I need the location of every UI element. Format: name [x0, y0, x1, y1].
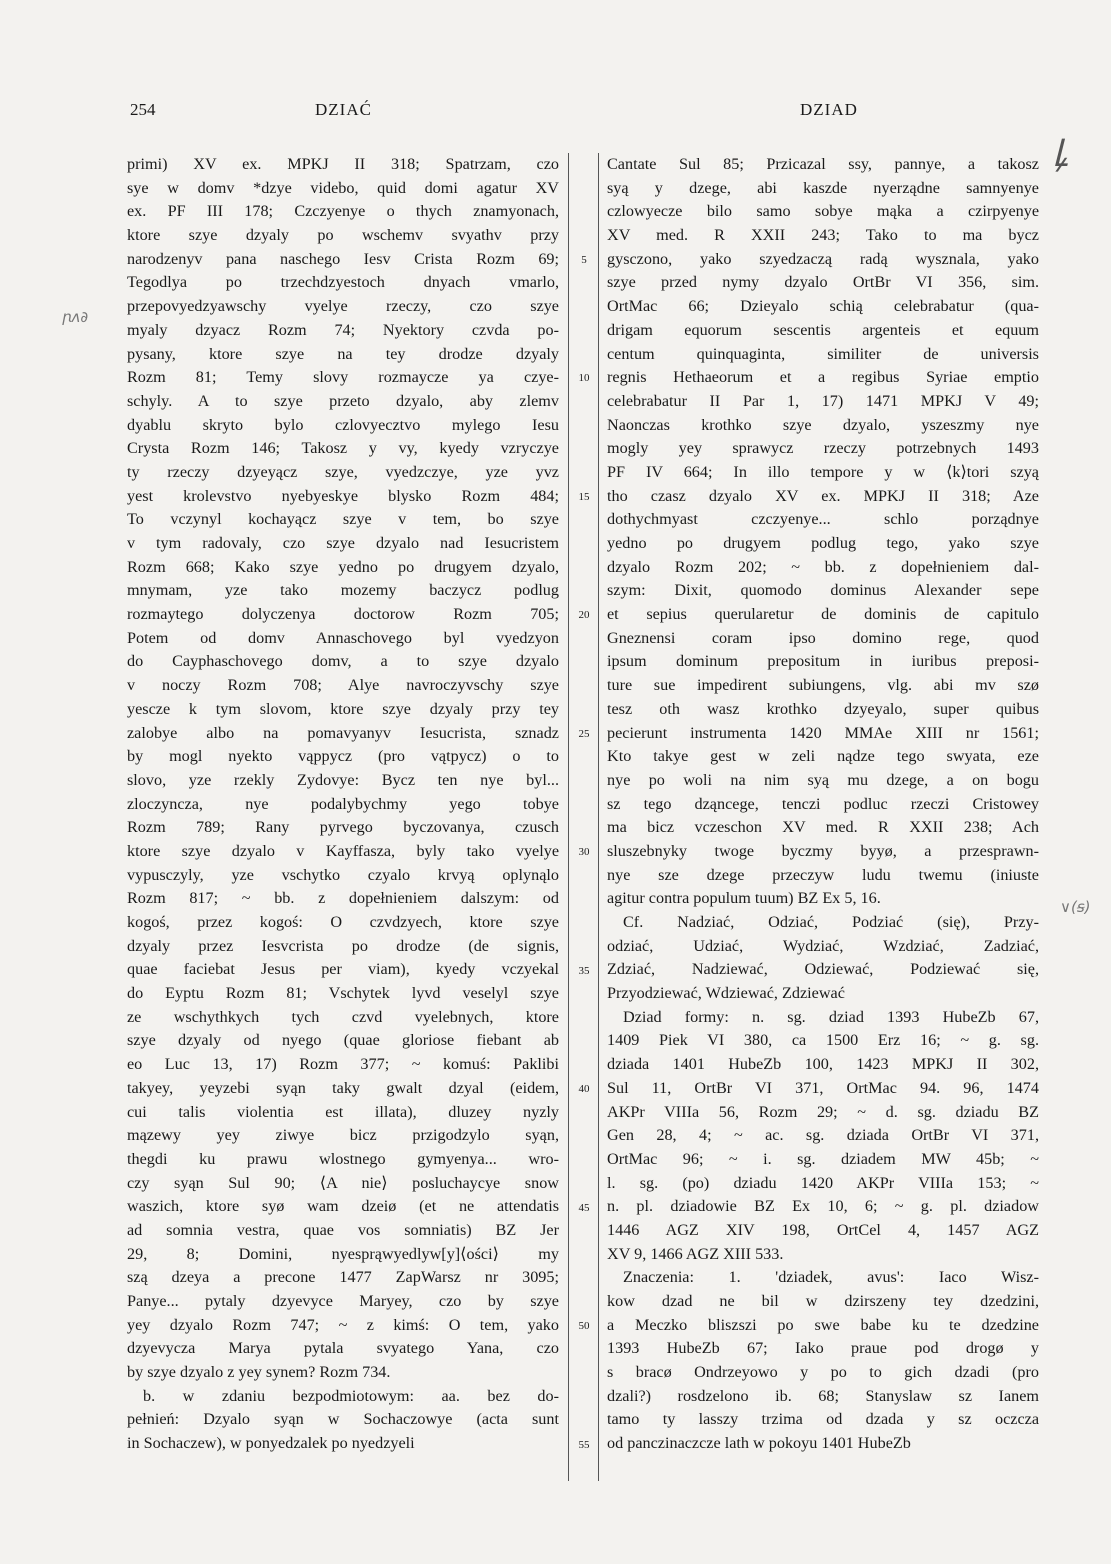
line-number: 20 [578, 609, 590, 622]
text-line: tesz oth wasz krothko dzyeyalo, super quibus [607, 699, 1039, 718]
handwritten-margin-note: ꞃᴧ∂ [62, 308, 89, 326]
text-line: ipsum dominum prepositum in iuribus preposi- [607, 652, 1039, 671]
handwritten-margin-mark: ꝲ [1052, 134, 1068, 175]
text-line: primi) XV ex. MPKJ II 318; Spatrzam, czo [127, 155, 559, 173]
text-line: by mogl nyekto vąppycz (pro vątpycz) o to [127, 747, 559, 766]
text-line: ad somnia vestra, quae vos somniatis) BZ Jer [127, 1220, 559, 1239]
text-line: kogoś, przez kogoś: O czvdzyech, ktore szye [127, 913, 559, 931]
text-line: Tegodlya po trzechdzyestoch dnyach vmarlo, [127, 273, 559, 292]
text-line: Cf. Nadziać, Odziać, Podziać (się), Przy- [623, 913, 1039, 931]
text-line: ma bicz vczeschon XV med. R XXII 238; Ach [607, 818, 1039, 837]
text-line: pełnień: Dzyalo syąn w Sochaczowye (acta sunt [127, 1410, 559, 1429]
text-line: XV 9, 1466 AGZ XIII 533. [607, 1244, 784, 1263]
text-line: s bracø Ondrzeyowo y po to gich dzadi (pro [607, 1363, 1039, 1382]
text-line: do Eyptu Rozm 81; Vschytek lyvd veselyl szye [127, 984, 559, 1003]
text-line: v tym radovaly, czo szye dzyalo nad Iesucristem [127, 534, 559, 552]
page-number: 254 [130, 100, 156, 119]
text-line: cui talis violentia est illata), dluzey nyzly [127, 1102, 559, 1121]
text-line: szym: Dixit, quomodo dominus Alexander sepe [607, 581, 1039, 600]
text-line: Crysta Rozm 146; Takosz y vy, kyedy vzryczye [127, 439, 559, 458]
text-line: dzyevycza Marya pytala svyatego Yana, czo [127, 1339, 559, 1358]
text-line: centum quinquaginta, similiter de universis [607, 344, 1039, 363]
text-line: gysczono, yako szyedzaczą radą wysznala, yako [607, 249, 1039, 268]
text-line: szye dzyaly od nyego (quae gloriose fiebant ab [127, 1031, 559, 1050]
text-line: sye w domv *dzye videbo, quid domi agatur XV [127, 178, 559, 197]
text-line: dziada 1401 HubeZb 100, 1423 MPKJ II 302, [607, 1055, 1039, 1074]
text-line: czlowyecze bilo samo sobye mąka a czirpyenye [607, 202, 1039, 221]
text-line: dzyaly przez Iesvcrista po drodze (de signis, [127, 936, 559, 955]
text-line: by szye dzyalo z yey synem? Rozm 734. [127, 1363, 391, 1382]
line-number: 25 [578, 727, 590, 740]
text-line: v noczy Rozm 708; Alye navroczyvschy szye [127, 676, 559, 695]
text-line: OrtMac 96; ~ i. sg. dziadem MW 45b; ~ [607, 1149, 1039, 1168]
line-number: 30 [578, 846, 590, 859]
column-rule-right [598, 153, 599, 1481]
text-line: Rozm 81; Temy slovy rozmaycze ya czye- [127, 368, 559, 387]
text-line: szą dzeya a precone 1477 ZapWarsz nr 3095; [127, 1268, 559, 1287]
text-line: ktore szye dzyalo v Kayffasza, byly tako vyelye [127, 841, 559, 860]
text-line: sluszebnyky twoge byczmy byyø, a przesprawn- [607, 841, 1039, 860]
text-line: l. sg. (po) dziadu 1420 AKPr VIIIa 153; ~ [607, 1173, 1039, 1192]
text-line: Panye... pytaly dzyevyce Maryey, czo by szye [127, 1292, 559, 1310]
line-number: 40 [578, 1083, 590, 1096]
line-number: 45 [578, 1201, 590, 1214]
column-rule-left [568, 153, 569, 1481]
text-line: Zdziać, Nadziewać, Odziewać, Podziewać się, [607, 960, 1039, 979]
text-line: a Meczko bliszszi po swe babe ku te dzedzine [607, 1315, 1039, 1334]
text-line: n. pl. dziadowie BZ Ex 10, 6; ~ g. pl. dziadow [607, 1197, 1039, 1216]
text-line: 1446 AGZ XIV 198, OrtCel 4, 1457 AGZ [607, 1220, 1039, 1239]
text-line: Cantate Sul 85; Przicazal ssy, pannye, a takosz [607, 155, 1039, 173]
text-line: ktore szye dzyaly po wschemv svyathv przy [127, 226, 559, 245]
text-line: in Sochaczew), w ponyedzalek po nyedzyeli [127, 1434, 415, 1453]
text-line: narodzenyv pana naschego Iesv Crista Rozm 69; [127, 249, 559, 268]
line-number: 5 [581, 253, 587, 266]
text-line: yey dzyalo Rozm 747; ~ z kimś: O tem, yako [127, 1315, 559, 1334]
text-line: quae faciebat Jesus per viam), kyedy vczyekal [127, 960, 559, 979]
text-line: Potem od domv Annaschovego byl vyedzyon [127, 628, 559, 647]
text-line: Przyodziewać, Wdziewać, Zdziewać [607, 984, 845, 1003]
line-number: 10 [578, 372, 590, 385]
line-number: 50 [578, 1320, 590, 1333]
text-line: Rozm 668; Kako szye yedno po drugyem dzyalo, [127, 557, 559, 576]
text-line: 29, 8; Domini, nyesprąwyedlyw[y]⟨ości⟩ my [127, 1244, 559, 1263]
text-line: nye po woli na nim syą mu dzege, a on bogu [607, 770, 1039, 789]
text-line: 1393 HubeZb 67; Iako praue pod drogø y [607, 1339, 1039, 1358]
text-line: kow dzad ne bil w dzirszeny tey dzedzini, [607, 1292, 1039, 1310]
text-line: yescze k tym slovom, ktore szye dzyaly przy tey [127, 699, 559, 718]
text-line: ze wschythkych tych czvd vyelebnych, ktore [127, 1007, 559, 1026]
text-line: OrtMac 66; Dzieyalo schią celebrabatur (qua- [607, 297, 1039, 316]
text-line: Znaczenia: 1. 'dziadek, avus': Iaco Wisz- [623, 1268, 1039, 1287]
text-line: Gneznensi coram ipso domino rege, quod [607, 628, 1039, 647]
text-line: ty rzeczy dzyeyącz szye, vyedzczye, yze yvz [127, 462, 559, 481]
text-line: ture sue impedirent subiungens, vlg. abi mv szø [607, 676, 1039, 695]
text-line: Naonczas krothko szye dzyalo, yszeszmy nye [607, 415, 1039, 434]
text-line: mnymam, yze tako mozemy baczycz podlug [127, 581, 559, 600]
text-line: PF IV 664; In illo tempore y w ⟨k⟩tori szyą [607, 462, 1039, 481]
text-line: slovo, yze rzekly Zydovye: Bycz ten nye byl... [127, 770, 559, 789]
text-line: pecierunt instrumenta 1420 MMAe XIII nr 1561; [607, 723, 1039, 742]
text-line: czy syąn Sul 90; ⟨A nie⟩ posluchaycye snow [127, 1173, 559, 1192]
text-line: b. w zdaniu bezpodmiotowym: aa. bez do- [143, 1386, 559, 1405]
line-number: 15 [578, 490, 590, 503]
text-line: zalobye albo na pomavyanyv Iesucrista, sznadz [127, 723, 559, 742]
text-line: et sepius querularetur de dominis de capitulo [607, 605, 1039, 624]
text-line: rozmaytego dolyczenya doctorow Rozm 705; [127, 605, 559, 624]
left-headword: DZIAĆ [315, 100, 372, 119]
text-line: 1409 Piek VI 380, ca 1500 Erz 16; ~ g. sg. [607, 1031, 1039, 1050]
text-line: odziać, Udziać, Wydziać, Wzdziać, Zadziać, [607, 936, 1039, 955]
text-line: mązewy yey ziwye bicz przigodzylo syąn, [127, 1126, 559, 1145]
text-line: thegdi ku prawu wlostnego gymyenya... wro- [127, 1149, 559, 1168]
line-number: 55 [578, 1438, 590, 1451]
text-line: tho czasz dzyalo XV ex. MPKJ II 318; Aze [607, 486, 1039, 505]
text-line: ex. PF III 178; Czczyenye o thych znamyonach, [127, 202, 559, 221]
text-line: yest krolevstvo nyebyeskye blysko Rozm 484; [127, 486, 559, 505]
text-line: dzali?) rosdzelono ib. 68; Stanyslaw sz Ianem [607, 1386, 1039, 1405]
text-line: Rozm 817; ~ bb. z dopełnieniem dalszym: od [127, 889, 559, 908]
text-line: eo Luc 13, 17) Rozm 377; ~ komuś: Paklibi [127, 1055, 559, 1074]
text-line: myaly dzyacz Rozm 74; Nyektory czvda po- [127, 320, 559, 339]
text-line: zloczyncza, nye podalybychmy yego tobye [127, 794, 559, 813]
page-header [0, 100, 1111, 126]
text-line: dothychmyast czczyenye... schlo porządnye [607, 510, 1039, 529]
text-line: pysany, ktore szye na tey drodze dzyaly [127, 344, 559, 363]
right-headword: DZIAD [800, 100, 858, 119]
text-line: Sul 11, OrtBr VI 371, OrtMac 94. 96, 1474 [607, 1078, 1039, 1097]
text-line: Kto takye gest w zeli nądze tego swyata, eze [607, 747, 1039, 766]
text-line: XV med. R XXII 243; Tako to ma bycz [607, 226, 1039, 245]
text-line: waszich, ktore syø wam dzeiø (et ne attendatis [127, 1197, 559, 1216]
text-line: Rozm 789; Rany pyrvego byczovanya, czusch [127, 818, 559, 837]
text-line: yedno po drugyem podlug tego, yako szye [607, 534, 1039, 552]
text-line: dzyalo Rozm 202; ~ bb. z dopełnieniem dal- [607, 557, 1039, 576]
left-column [127, 153, 559, 1456]
text-line: schyly. A to szye przeto dzyalo, aby zlemv [127, 391, 559, 410]
text-line: tamo ty lasszy trzima od dzada y sz oczcza [607, 1410, 1039, 1429]
text-line: takyey, yeyzebi syąn taky gwalt dzyal (eidem, [127, 1078, 559, 1097]
text-line: agitur contra populum tuum) BZ Ex 5, 16. [607, 889, 881, 908]
text-line: do Cayphaschovego domv, a to szye dzyalo [127, 652, 559, 671]
text-line: syą y dzege, abi kaszde nyerządne samnyenye [607, 178, 1039, 197]
text-line: Gen 28, 4; ~ ac. sg. dziada OrtBr VI 371, [607, 1126, 1039, 1145]
text-line: regnis Hethaeorum et a regibus Syriae emptio [607, 368, 1039, 387]
line-number: 35 [578, 964, 590, 977]
text-line: od panczinaczcze lath w pokoyu 1401 HubeZb [607, 1434, 911, 1453]
text-line: celebrabatur II Par 1, 17) 1471 MPKJ V 49; [607, 391, 1039, 410]
text-line: AKPr VIIIa 56, Rozm 29; ~ d. sg. dziadu BZ [607, 1102, 1039, 1121]
text-line: sz tego dząncege, tenczi podluc rzeczi Cristowey [607, 794, 1039, 813]
text-line: mogly yey sprawycz rzeczy potrzebnych 1493 [607, 439, 1039, 458]
right-column [607, 153, 1039, 1456]
text-line: szye przed nymy dzyalo OrtBr VI 356, sim. [607, 273, 1039, 292]
text-line: To vczynyl kochayącz szye v tem, bo szye [127, 510, 559, 529]
text-line: drigam equorum sescentis argenteis et equum [607, 320, 1039, 339]
text-line: przepovyedzyawschy vyelye rzeczy, czo szye [127, 297, 559, 316]
text-line: dyablu skryto bylo czlovyecztvo mylego Iesu [127, 415, 559, 434]
text-line: vypusczyly, yze vschytko czyalo krvyą oplynąlo [127, 865, 559, 884]
handwritten-margin-note: ∨(ꞩ) [1060, 898, 1091, 916]
text-line: nye sze dzege przeczyw ludu twemu (iniuste [607, 865, 1039, 884]
text-line: Dziad formy: n. sg. dziad 1393 HubeZb 67, [623, 1007, 1039, 1026]
